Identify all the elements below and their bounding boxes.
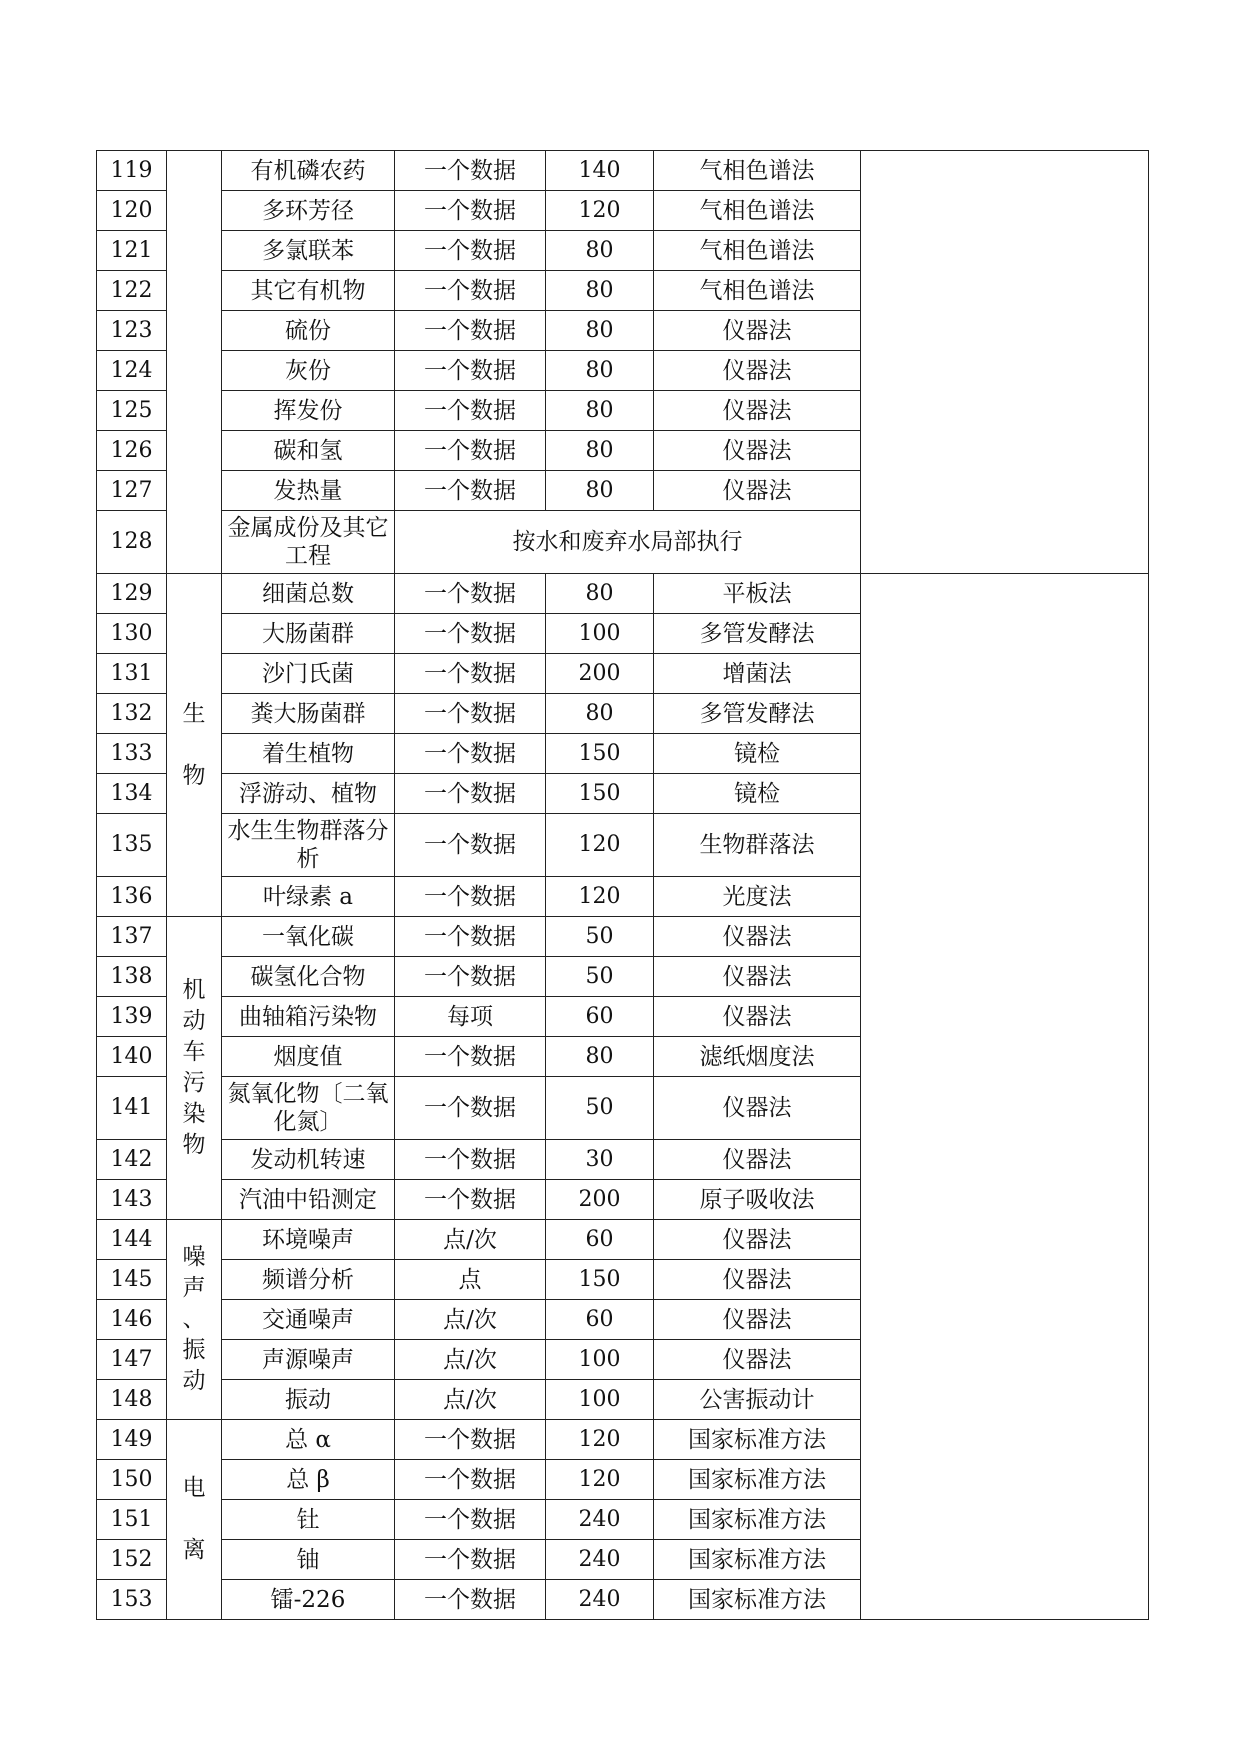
- price: 50: [546, 1077, 654, 1140]
- price: 240: [546, 1540, 654, 1580]
- item-name-text: 汽油中铅测定: [239, 1186, 377, 1213]
- unit: 一个数据: [395, 877, 546, 917]
- category-label: 电 离: [182, 1475, 206, 1563]
- row-number: 130: [97, 614, 167, 654]
- method: 仪器法: [654, 1340, 861, 1380]
- unit: 一个数据: [395, 1077, 546, 1140]
- unit: 点/次: [395, 1380, 546, 1420]
- price: 200: [546, 654, 654, 694]
- item-name: [222, 1380, 395, 1420]
- row-number: 132: [97, 694, 167, 734]
- item-name-text: 细菌总数: [262, 580, 354, 607]
- category-vehicle-cell: [167, 917, 222, 1220]
- row-number: 139: [97, 997, 167, 1037]
- unit: 一个数据: [395, 1037, 546, 1077]
- method: 平板法: [654, 574, 861, 614]
- item-name-text: 大肠菌群: [262, 620, 354, 647]
- item-name-text: 钍: [296, 1506, 320, 1533]
- row-number: 131: [97, 654, 167, 694]
- item-name: [222, 1220, 395, 1260]
- row-number: 125: [97, 391, 167, 431]
- item-name: [222, 734, 395, 774]
- item-name: [222, 311, 395, 351]
- category-noise-cell: [167, 1220, 222, 1420]
- price: 50: [546, 957, 654, 997]
- unit: 点/次: [395, 1340, 546, 1380]
- item-name: [222, 1260, 395, 1300]
- item-name-text: 发动机转速: [250, 1146, 366, 1173]
- unit: 一个数据: [395, 431, 546, 471]
- table-row: [97, 151, 1149, 191]
- method: 国家标准方法: [654, 1420, 861, 1460]
- method: 仪器法: [654, 391, 861, 431]
- row-number: 124: [97, 351, 167, 391]
- unit: 一个数据: [395, 1180, 546, 1220]
- method: 气相色谱法: [654, 231, 861, 271]
- item-name: [222, 1180, 395, 1220]
- unit: 点/次: [395, 1220, 546, 1260]
- unit: 一个数据: [395, 151, 546, 191]
- item-name: [222, 431, 395, 471]
- price: 150: [546, 1260, 654, 1300]
- price: 50: [546, 917, 654, 957]
- unit: 一个数据: [395, 694, 546, 734]
- row-number: 147: [97, 1340, 167, 1380]
- item-name-text: 氮氧化物〔二氧化氮〕: [227, 1081, 389, 1135]
- method: 气相色谱法: [654, 191, 861, 231]
- unit: 一个数据: [395, 391, 546, 431]
- row-number: 145: [97, 1260, 167, 1300]
- method: 镜检: [654, 774, 861, 814]
- unit: 一个数据: [395, 1420, 546, 1460]
- price: 120: [546, 814, 654, 877]
- category-label: 噪 声 、 振 动: [182, 1244, 206, 1394]
- item-name-text: 浮游动、植物: [239, 780, 377, 807]
- price: 80: [546, 431, 654, 471]
- unit: 一个数据: [395, 471, 546, 511]
- item-name: [222, 1500, 395, 1540]
- price: 240: [546, 1580, 654, 1620]
- row-number: 153: [97, 1580, 167, 1620]
- row-number: 127: [97, 471, 167, 511]
- category-bio-cell: [167, 574, 222, 917]
- item-name: [222, 997, 395, 1037]
- method: 仪器法: [654, 917, 861, 957]
- price: 150: [546, 734, 654, 774]
- row-number: 140: [97, 1037, 167, 1077]
- item-name: [222, 351, 395, 391]
- method: 多管发酵法: [654, 694, 861, 734]
- item-name: [222, 1580, 395, 1620]
- unit: 一个数据: [395, 271, 546, 311]
- item-name-text: 粪大肠菌群: [250, 700, 366, 727]
- method: 仪器法: [654, 431, 861, 471]
- row-number: 151: [97, 1500, 167, 1540]
- item-name: [222, 1077, 395, 1140]
- price: 120: [546, 1420, 654, 1460]
- item-name: [222, 877, 395, 917]
- row-number: 119: [97, 151, 167, 191]
- method: 仪器法: [654, 1300, 861, 1340]
- price: 200: [546, 1180, 654, 1220]
- row-number: 129: [97, 574, 167, 614]
- price: 80: [546, 311, 654, 351]
- item-name-text: 多氯联苯: [262, 237, 354, 264]
- price: 140: [546, 151, 654, 191]
- unit: 一个数据: [395, 957, 546, 997]
- method: 国家标准方法: [654, 1500, 861, 1540]
- row-number: 137: [97, 917, 167, 957]
- price: 150: [546, 774, 654, 814]
- item-name-text: 频谱分析: [262, 1266, 354, 1293]
- method: 仪器法: [654, 1260, 861, 1300]
- unit: 一个数据: [395, 1540, 546, 1580]
- unit: 一个数据: [395, 351, 546, 391]
- method: 仪器法: [654, 471, 861, 511]
- unit: 一个数据: [395, 614, 546, 654]
- item-name: [222, 1340, 395, 1380]
- price: 100: [546, 1380, 654, 1420]
- item-name: [222, 151, 395, 191]
- method: 公害振动计: [654, 1380, 861, 1420]
- unit: 一个数据: [395, 574, 546, 614]
- method: 生物群落法: [654, 814, 861, 877]
- category-label: 机 动 车 污 染 物: [182, 977, 206, 1158]
- row-number: 134: [97, 774, 167, 814]
- item-name-text: 镭-226: [270, 1586, 346, 1613]
- unit: 一个数据: [395, 1500, 546, 1540]
- row-number: 128: [97, 511, 167, 574]
- row-number: 141: [97, 1077, 167, 1140]
- row-number: 138: [97, 957, 167, 997]
- unit: 一个数据: [395, 814, 546, 877]
- price: 120: [546, 1460, 654, 1500]
- row-number: 121: [97, 231, 167, 271]
- item-name-text: 沙门氏菌: [262, 660, 354, 687]
- item-name-text: 碳氢化合物: [250, 963, 366, 990]
- unit: 一个数据: [395, 654, 546, 694]
- method: 光度法: [654, 877, 861, 917]
- item-name: [222, 574, 395, 614]
- item-name: [222, 1420, 395, 1460]
- price: 80: [546, 694, 654, 734]
- row-number: 142: [97, 1140, 167, 1180]
- price: 80: [546, 574, 654, 614]
- method: 气相色谱法: [654, 271, 861, 311]
- price: 100: [546, 614, 654, 654]
- unit: 点: [395, 1260, 546, 1300]
- item-name: [222, 191, 395, 231]
- remark-cell: [861, 574, 1149, 1620]
- row-number: 146: [97, 1300, 167, 1340]
- method: 国家标准方法: [654, 1460, 861, 1500]
- item-name: [222, 1460, 395, 1500]
- category-label: 生 物: [182, 700, 206, 789]
- unit: 一个数据: [395, 231, 546, 271]
- item-name-text: 有机磷农药: [250, 157, 366, 184]
- price: 80: [546, 351, 654, 391]
- item-name: [222, 511, 395, 574]
- method: 增菌法: [654, 654, 861, 694]
- item-name-text: 声源噪声: [262, 1346, 354, 1373]
- method: 滤纸烟度法: [654, 1037, 861, 1077]
- unit: 一个数据: [395, 734, 546, 774]
- price: 30: [546, 1140, 654, 1180]
- row-number: 150: [97, 1460, 167, 1500]
- unit: 一个数据: [395, 1580, 546, 1620]
- item-name: [222, 1300, 395, 1340]
- price: 60: [546, 997, 654, 1037]
- method: 仪器法: [654, 997, 861, 1037]
- method: 气相色谱法: [654, 151, 861, 191]
- item-name-text: 振动: [285, 1386, 331, 1413]
- item-name-text: 碳和氢: [273, 437, 343, 464]
- unit: 每项: [395, 997, 546, 1037]
- unit: 一个数据: [395, 917, 546, 957]
- row-number: 120: [97, 191, 167, 231]
- method: 国家标准方法: [654, 1540, 861, 1580]
- price: 120: [546, 877, 654, 917]
- item-name-text: 硫份: [285, 317, 331, 344]
- row-number: 144: [97, 1220, 167, 1260]
- row-number: 135: [97, 814, 167, 877]
- price: 60: [546, 1300, 654, 1340]
- merged-note: 按水和废弃水局部执行: [395, 511, 861, 574]
- price: 80: [546, 471, 654, 511]
- item-name: [222, 774, 395, 814]
- price: 120: [546, 191, 654, 231]
- price: 80: [546, 271, 654, 311]
- method: 仪器法: [654, 351, 861, 391]
- price: 60: [546, 1220, 654, 1260]
- price: 80: [546, 1037, 654, 1077]
- item-name-text: 铀: [296, 1546, 320, 1573]
- item-name-text: 烟度值: [273, 1043, 343, 1070]
- item-name: [222, 1540, 395, 1580]
- method: 仪器法: [654, 1220, 861, 1260]
- fee-schedule-table: [96, 150, 1149, 1620]
- item-name: [222, 694, 395, 734]
- item-name-text: 着生植物: [262, 740, 354, 767]
- row-number: 149: [97, 1420, 167, 1460]
- remark-cell: [861, 151, 1149, 574]
- item-name: [222, 614, 395, 654]
- item-name: [222, 814, 395, 877]
- item-name: [222, 231, 395, 271]
- item-name-text: 总 β: [286, 1466, 330, 1493]
- method: 原子吸收法: [654, 1180, 861, 1220]
- method: 仪器法: [654, 311, 861, 351]
- unit: 一个数据: [395, 1140, 546, 1180]
- item-name: [222, 1037, 395, 1077]
- price: 100: [546, 1340, 654, 1380]
- unit: 一个数据: [395, 1460, 546, 1500]
- method: 镜检: [654, 734, 861, 774]
- item-name-text: 环境噪声: [262, 1226, 354, 1253]
- table-row: [97, 574, 1149, 614]
- row-number: 133: [97, 734, 167, 774]
- item-name-text: 其它有机物: [250, 277, 366, 304]
- item-name: [222, 391, 395, 431]
- price: 240: [546, 1500, 654, 1540]
- item-name-text: 挥发份: [273, 397, 343, 424]
- item-name: [222, 957, 395, 997]
- item-name-text: 水生生物群落分析: [227, 818, 389, 872]
- item-name-text: 总 α: [285, 1426, 331, 1453]
- item-name: [222, 1140, 395, 1180]
- method: 多管发酵法: [654, 614, 861, 654]
- row-number: 148: [97, 1380, 167, 1420]
- unit: 一个数据: [395, 311, 546, 351]
- item-name-text: 灰份: [285, 357, 331, 384]
- item-name: [222, 471, 395, 511]
- item-name-text: 多环芳径: [262, 197, 354, 224]
- item-name: [222, 917, 395, 957]
- item-name: [222, 654, 395, 694]
- price: 80: [546, 391, 654, 431]
- row-number: 136: [97, 877, 167, 917]
- price: 80: [546, 231, 654, 271]
- method: 仪器法: [654, 957, 861, 997]
- unit: 一个数据: [395, 774, 546, 814]
- unit: 点/次: [395, 1300, 546, 1340]
- row-number: 143: [97, 1180, 167, 1220]
- item-name-text: 发热量: [273, 477, 343, 504]
- item-name-text: 金属成份及其它工程: [227, 515, 389, 569]
- item-name: [222, 271, 395, 311]
- item-name-text: 一氧化碳: [262, 923, 354, 950]
- category-radiation-cell: [167, 1420, 222, 1620]
- method: 仪器法: [654, 1077, 861, 1140]
- row-number: 123: [97, 311, 167, 351]
- row-number: 122: [97, 271, 167, 311]
- item-name-text: 曲轴箱污染物: [239, 1003, 377, 1030]
- row-number: 126: [97, 431, 167, 471]
- item-name-text: 叶绿素 a: [262, 883, 354, 910]
- row-number: 152: [97, 1540, 167, 1580]
- item-name-text: 交通噪声: [262, 1306, 354, 1333]
- category-organic-cell: [167, 151, 222, 574]
- method: 国家标准方法: [654, 1580, 861, 1620]
- method: 仪器法: [654, 1140, 861, 1180]
- unit: 一个数据: [395, 191, 546, 231]
